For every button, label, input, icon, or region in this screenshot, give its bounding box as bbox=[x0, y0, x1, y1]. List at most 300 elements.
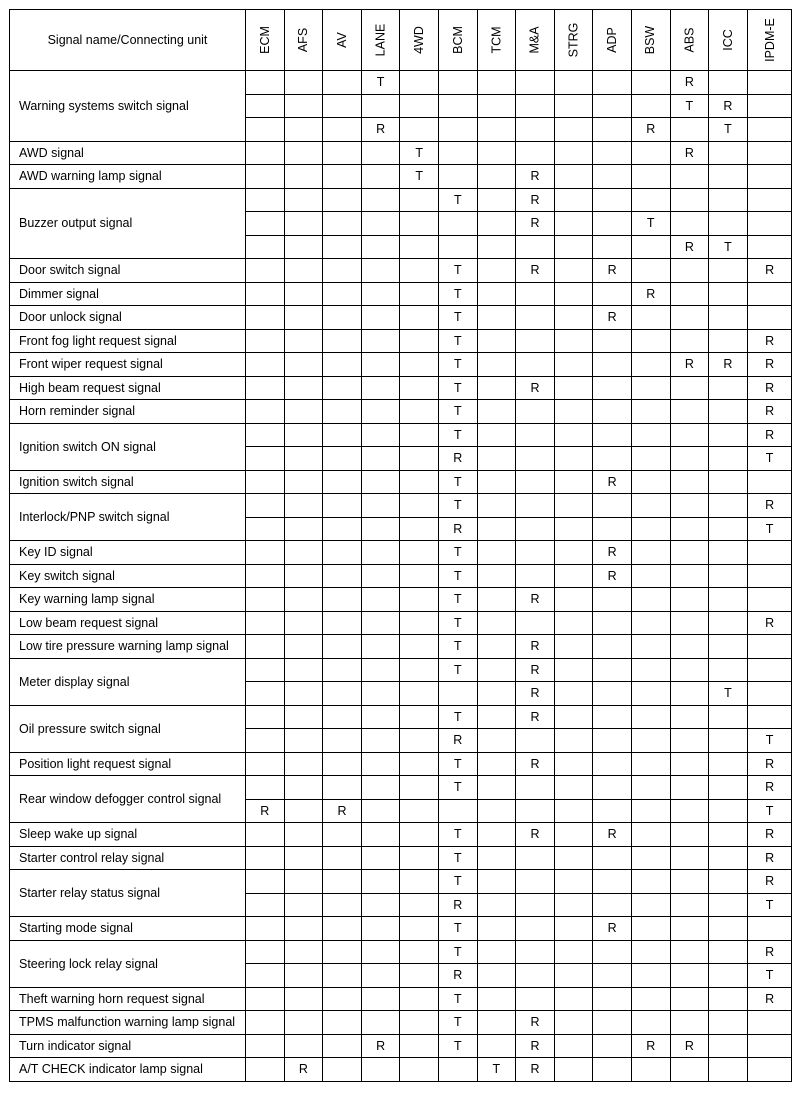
signal-cell bbox=[400, 94, 439, 118]
signal-cell bbox=[593, 329, 632, 353]
signal-cell bbox=[477, 188, 516, 212]
signal-cell bbox=[709, 588, 748, 612]
signal-cell: R bbox=[593, 823, 632, 847]
signal-cell bbox=[246, 212, 285, 236]
signal-cell bbox=[246, 329, 285, 353]
signal-cell bbox=[670, 447, 709, 471]
signal-cell: R bbox=[631, 118, 670, 142]
signal-cell bbox=[554, 165, 593, 189]
signal-cell: R bbox=[246, 799, 285, 823]
signal-cell bbox=[246, 141, 285, 165]
signal-cell bbox=[477, 588, 516, 612]
signal-cell bbox=[631, 494, 670, 518]
signal-cell: T bbox=[438, 329, 477, 353]
signal-cell bbox=[246, 564, 285, 588]
signal-cell bbox=[747, 682, 792, 706]
table-row bbox=[10, 1058, 792, 1082]
signal-cell bbox=[593, 987, 632, 1011]
signal-cell bbox=[361, 188, 400, 212]
signal-cell bbox=[400, 517, 439, 541]
unit-header-label: BCM bbox=[450, 26, 465, 54]
signal-cell: R bbox=[747, 353, 792, 377]
table-row bbox=[10, 259, 792, 283]
signal-cell: R bbox=[438, 729, 477, 753]
table-row bbox=[10, 306, 792, 330]
signal-cell bbox=[400, 282, 439, 306]
signal-cell: R bbox=[438, 517, 477, 541]
signal-cell bbox=[284, 329, 323, 353]
unit-header-label: ECM bbox=[257, 26, 272, 54]
signal-cell: R bbox=[516, 212, 555, 236]
signal-cell bbox=[323, 282, 362, 306]
table-row bbox=[10, 987, 792, 1011]
signal-cell bbox=[246, 423, 285, 447]
signal-cell bbox=[246, 846, 285, 870]
signal-cell: R bbox=[670, 235, 709, 259]
signal-cell bbox=[709, 517, 748, 541]
signal-cell bbox=[747, 470, 792, 494]
signal-cell bbox=[246, 470, 285, 494]
signal-cell bbox=[361, 470, 400, 494]
signal-cell bbox=[554, 259, 593, 283]
signal-cell bbox=[554, 517, 593, 541]
signal-cell bbox=[477, 329, 516, 353]
signal-cell bbox=[631, 635, 670, 659]
signal-cell: T bbox=[438, 1011, 477, 1035]
signal-cell bbox=[323, 658, 362, 682]
signal-cell bbox=[709, 870, 748, 894]
signal-cell bbox=[246, 917, 285, 941]
signal-cell bbox=[709, 494, 748, 518]
signal-cell: T bbox=[438, 423, 477, 447]
signal-cell bbox=[554, 611, 593, 635]
signal-cell bbox=[246, 447, 285, 471]
signal-cell bbox=[361, 259, 400, 283]
signal-cell: R bbox=[323, 799, 362, 823]
signal-cell bbox=[284, 118, 323, 142]
signal-cell bbox=[554, 1034, 593, 1058]
signal-cell bbox=[747, 541, 792, 565]
signal-cell bbox=[477, 823, 516, 847]
signal-name: AWD signal bbox=[10, 141, 246, 165]
signal-name: Low tire pressure warning lamp signal bbox=[10, 635, 246, 659]
signal-cell bbox=[516, 470, 555, 494]
signal-cell bbox=[246, 517, 285, 541]
signal-cell bbox=[747, 94, 792, 118]
signal-cell bbox=[477, 1011, 516, 1035]
signal-cell bbox=[554, 752, 593, 776]
signal-cell bbox=[284, 564, 323, 588]
signal-cell bbox=[361, 682, 400, 706]
signal-cell bbox=[593, 682, 632, 706]
signal-cell bbox=[516, 494, 555, 518]
signal-cell: R bbox=[747, 940, 792, 964]
signal-cell: R bbox=[747, 823, 792, 847]
signal-cell bbox=[631, 705, 670, 729]
signal-cell bbox=[323, 987, 362, 1011]
signal-cell bbox=[709, 823, 748, 847]
signal-cell bbox=[246, 235, 285, 259]
signal-cell bbox=[477, 893, 516, 917]
unit-header-label: STRG bbox=[566, 22, 581, 58]
signal-cell bbox=[323, 306, 362, 330]
signal-cell bbox=[631, 870, 670, 894]
signal-cell bbox=[670, 329, 709, 353]
signal-cell bbox=[323, 447, 362, 471]
signal-cell bbox=[246, 752, 285, 776]
signal-name: A/T CHECK indicator lamp signal bbox=[10, 1058, 246, 1082]
signal-cell bbox=[361, 588, 400, 612]
signal-cell bbox=[593, 517, 632, 541]
signal-cell bbox=[631, 470, 670, 494]
signal-cell bbox=[554, 964, 593, 988]
signal-cell bbox=[477, 517, 516, 541]
signal-cell bbox=[554, 235, 593, 259]
signal-cell bbox=[709, 776, 748, 800]
signal-cell bbox=[631, 400, 670, 424]
signal-cell: R bbox=[670, 141, 709, 165]
signal-cell bbox=[747, 188, 792, 212]
signal-cell bbox=[400, 259, 439, 283]
signal-cell bbox=[631, 1058, 670, 1082]
signal-cell bbox=[593, 353, 632, 377]
signal-cell: R bbox=[438, 447, 477, 471]
signal-cell: T bbox=[747, 893, 792, 917]
signal-cell bbox=[670, 423, 709, 447]
signal-cell bbox=[593, 94, 632, 118]
signal-cell bbox=[554, 541, 593, 565]
signal-cell bbox=[554, 470, 593, 494]
signal-cell bbox=[516, 94, 555, 118]
signal-cell: R bbox=[747, 376, 792, 400]
signal-cell bbox=[400, 188, 439, 212]
signal-cell bbox=[246, 376, 285, 400]
signal-cell bbox=[670, 729, 709, 753]
signal-cell: T bbox=[400, 165, 439, 189]
signal-cell bbox=[361, 235, 400, 259]
signal-cell bbox=[747, 282, 792, 306]
signal-name: Interlock/PNP switch signal bbox=[10, 494, 246, 541]
signal-cell bbox=[593, 188, 632, 212]
signal-cell bbox=[400, 564, 439, 588]
signal-cell bbox=[593, 705, 632, 729]
signal-name: Key switch signal bbox=[10, 564, 246, 588]
signal-cell bbox=[670, 282, 709, 306]
signal-cell: T bbox=[709, 235, 748, 259]
signal-cell bbox=[631, 188, 670, 212]
signal-cell bbox=[747, 564, 792, 588]
signal-cell bbox=[554, 564, 593, 588]
signal-cell: R bbox=[516, 705, 555, 729]
signal-cell bbox=[284, 141, 323, 165]
signal-cell bbox=[593, 635, 632, 659]
unit-header bbox=[477, 10, 516, 71]
signal-cell bbox=[747, 71, 792, 95]
signal-cell bbox=[400, 729, 439, 753]
signal-cell: T bbox=[438, 353, 477, 377]
signal-cell bbox=[400, 423, 439, 447]
signal-cell bbox=[747, 165, 792, 189]
unit-header-label: ABS bbox=[682, 27, 697, 53]
signal-cell bbox=[361, 752, 400, 776]
signal-cell bbox=[284, 870, 323, 894]
signal-cell bbox=[747, 235, 792, 259]
signal-cell bbox=[477, 212, 516, 236]
signal-cell bbox=[516, 729, 555, 753]
header-row bbox=[10, 10, 792, 71]
signal-cell bbox=[361, 823, 400, 847]
signal-cell bbox=[246, 1058, 285, 1082]
signal-cell bbox=[284, 940, 323, 964]
signal-cell bbox=[323, 517, 362, 541]
unit-header-label: TCM bbox=[489, 26, 504, 54]
signal-cell: R bbox=[516, 165, 555, 189]
signal-cell bbox=[631, 776, 670, 800]
signal-cell bbox=[323, 705, 362, 729]
signal-cell bbox=[516, 987, 555, 1011]
signal-cell: T bbox=[438, 635, 477, 659]
signal-cell bbox=[477, 752, 516, 776]
signal-cell bbox=[323, 1034, 362, 1058]
signal-cell bbox=[747, 658, 792, 682]
signal-cell bbox=[246, 823, 285, 847]
signal-cell bbox=[709, 564, 748, 588]
signal-name: Front fog light request signal bbox=[10, 329, 246, 353]
signal-cell bbox=[554, 141, 593, 165]
unit-header bbox=[593, 10, 632, 71]
signal-cell bbox=[323, 165, 362, 189]
signal-cell bbox=[323, 494, 362, 518]
table-row bbox=[10, 705, 792, 729]
signal-cell bbox=[246, 611, 285, 635]
signal-cell bbox=[670, 1058, 709, 1082]
signal-cell bbox=[554, 987, 593, 1011]
signal-cell bbox=[246, 259, 285, 283]
signal-cell: R bbox=[361, 118, 400, 142]
signal-cell bbox=[400, 400, 439, 424]
signal-cell bbox=[361, 141, 400, 165]
signal-cell: R bbox=[593, 564, 632, 588]
signal-cell: R bbox=[516, 1034, 555, 1058]
signal-cell bbox=[438, 1058, 477, 1082]
signal-cell bbox=[361, 870, 400, 894]
signal-cell bbox=[284, 400, 323, 424]
signal-name: Door unlock signal bbox=[10, 306, 246, 330]
signal-cell bbox=[284, 235, 323, 259]
signal-cell bbox=[670, 165, 709, 189]
unit-header bbox=[747, 10, 792, 71]
signal-cell: R bbox=[593, 917, 632, 941]
signal-cell bbox=[554, 400, 593, 424]
signal-cell bbox=[246, 494, 285, 518]
signal-cell bbox=[709, 376, 748, 400]
signal-cell bbox=[516, 964, 555, 988]
signal-cell bbox=[284, 823, 323, 847]
signal-cell bbox=[361, 306, 400, 330]
signal-cell bbox=[670, 799, 709, 823]
signal-cell bbox=[246, 682, 285, 706]
signal-cell bbox=[593, 423, 632, 447]
signal-cell bbox=[670, 470, 709, 494]
signal-cell bbox=[670, 494, 709, 518]
signal-cell: R bbox=[361, 1034, 400, 1058]
signal-cell bbox=[284, 729, 323, 753]
signal-name: Low beam request signal bbox=[10, 611, 246, 635]
signal-cell bbox=[631, 588, 670, 612]
table-row bbox=[10, 494, 792, 518]
unit-header-label: BSW bbox=[643, 25, 658, 55]
signal-cell bbox=[400, 329, 439, 353]
signal-cell bbox=[246, 541, 285, 565]
signal-cell bbox=[554, 846, 593, 870]
signal-cell bbox=[400, 823, 439, 847]
unit-header bbox=[709, 10, 748, 71]
signal-cell bbox=[516, 940, 555, 964]
unit-header bbox=[323, 10, 362, 71]
signal-cell bbox=[477, 658, 516, 682]
signal-cell: R bbox=[709, 353, 748, 377]
signal-cell bbox=[670, 1011, 709, 1035]
signal-name: Meter display signal bbox=[10, 658, 246, 705]
signal-cell bbox=[246, 1011, 285, 1035]
signal-cell bbox=[709, 799, 748, 823]
table-row bbox=[10, 588, 792, 612]
signal-cell bbox=[631, 917, 670, 941]
signal-cell bbox=[593, 870, 632, 894]
signal-cell: T bbox=[631, 212, 670, 236]
signal-cell bbox=[670, 682, 709, 706]
signal-cell bbox=[323, 564, 362, 588]
signal-cell bbox=[361, 329, 400, 353]
signal-cell bbox=[593, 1011, 632, 1035]
signal-cell bbox=[554, 494, 593, 518]
signal-cell bbox=[554, 329, 593, 353]
signal-cell bbox=[709, 1058, 748, 1082]
signal-cell bbox=[516, 517, 555, 541]
signal-cell bbox=[631, 611, 670, 635]
signal-cell bbox=[284, 494, 323, 518]
signal-cell bbox=[284, 658, 323, 682]
signal-cell: R bbox=[516, 1058, 555, 1082]
signal-cell: T bbox=[438, 282, 477, 306]
signal-name: Theft warning horn request signal bbox=[10, 987, 246, 1011]
signal-name: Oil pressure switch signal bbox=[10, 705, 246, 752]
signal-cell bbox=[631, 729, 670, 753]
signal-cell: T bbox=[438, 259, 477, 283]
signal-cell bbox=[284, 611, 323, 635]
signal-cell bbox=[284, 259, 323, 283]
signal-cell bbox=[554, 588, 593, 612]
signal-cell: R bbox=[747, 846, 792, 870]
unit-header bbox=[554, 10, 593, 71]
signal-cell bbox=[477, 259, 516, 283]
signal-cell bbox=[709, 400, 748, 424]
signal-cell bbox=[284, 964, 323, 988]
signal-cell bbox=[477, 635, 516, 659]
signal-name: Position light request signal bbox=[10, 752, 246, 776]
signal-cell bbox=[361, 1011, 400, 1035]
signal-cell: R bbox=[670, 71, 709, 95]
table-row bbox=[10, 423, 792, 447]
signal-cell bbox=[361, 494, 400, 518]
signal-cell bbox=[709, 329, 748, 353]
signal-cell bbox=[438, 141, 477, 165]
signal-cell: T bbox=[438, 940, 477, 964]
signal-cell: T bbox=[438, 823, 477, 847]
signal-cell bbox=[323, 611, 362, 635]
signal-cell bbox=[593, 658, 632, 682]
signal-cell bbox=[709, 470, 748, 494]
signal-cell bbox=[631, 141, 670, 165]
signal-cell bbox=[670, 752, 709, 776]
signal-cell bbox=[477, 564, 516, 588]
signal-cell: R bbox=[670, 353, 709, 377]
signal-cell bbox=[400, 118, 439, 142]
signal-cell: R bbox=[747, 611, 792, 635]
signal-cell bbox=[554, 917, 593, 941]
signal-cell bbox=[323, 541, 362, 565]
signal-name: Starter control relay signal bbox=[10, 846, 246, 870]
signal-cell bbox=[554, 94, 593, 118]
table-row bbox=[10, 564, 792, 588]
signal-cell bbox=[631, 376, 670, 400]
signal-cell bbox=[361, 353, 400, 377]
signal-cell bbox=[323, 1011, 362, 1035]
signal-cell bbox=[246, 400, 285, 424]
signal-cell bbox=[593, 964, 632, 988]
signal-cell bbox=[670, 705, 709, 729]
signal-cell bbox=[284, 1034, 323, 1058]
signal-name: TPMS malfunction warning lamp signal bbox=[10, 1011, 246, 1035]
signal-cell bbox=[284, 353, 323, 377]
signal-cell bbox=[477, 141, 516, 165]
signal-cell bbox=[709, 658, 748, 682]
signal-cell bbox=[284, 165, 323, 189]
unit-header-label: 4WD bbox=[412, 26, 427, 54]
signal-cell bbox=[246, 588, 285, 612]
signal-cell bbox=[477, 987, 516, 1011]
signal-cell bbox=[631, 752, 670, 776]
signal-cell bbox=[554, 71, 593, 95]
signal-cell bbox=[400, 541, 439, 565]
signal-cell bbox=[631, 682, 670, 706]
signal-cell bbox=[631, 329, 670, 353]
signal-cell bbox=[593, 235, 632, 259]
signal-cell bbox=[670, 823, 709, 847]
signal-cell bbox=[284, 1011, 323, 1035]
signal-cell bbox=[323, 235, 362, 259]
unit-header-label: AV bbox=[334, 32, 349, 48]
signal-cell bbox=[593, 141, 632, 165]
signal-cell bbox=[400, 752, 439, 776]
signal-cell bbox=[670, 400, 709, 424]
signal-cell bbox=[670, 541, 709, 565]
signal-cell bbox=[400, 658, 439, 682]
signal-name: Front wiper request signal bbox=[10, 353, 246, 377]
signal-cell bbox=[323, 259, 362, 283]
signal-cell bbox=[516, 353, 555, 377]
signal-cell bbox=[554, 799, 593, 823]
signal-cell bbox=[361, 635, 400, 659]
signal-cell: T bbox=[438, 1034, 477, 1058]
signal-cell bbox=[246, 635, 285, 659]
signal-cell bbox=[361, 705, 400, 729]
signal-cell bbox=[477, 71, 516, 95]
signal-cell: R bbox=[747, 776, 792, 800]
signal-cell bbox=[361, 541, 400, 565]
signal-cell bbox=[284, 541, 323, 565]
signal-cell bbox=[400, 1034, 439, 1058]
